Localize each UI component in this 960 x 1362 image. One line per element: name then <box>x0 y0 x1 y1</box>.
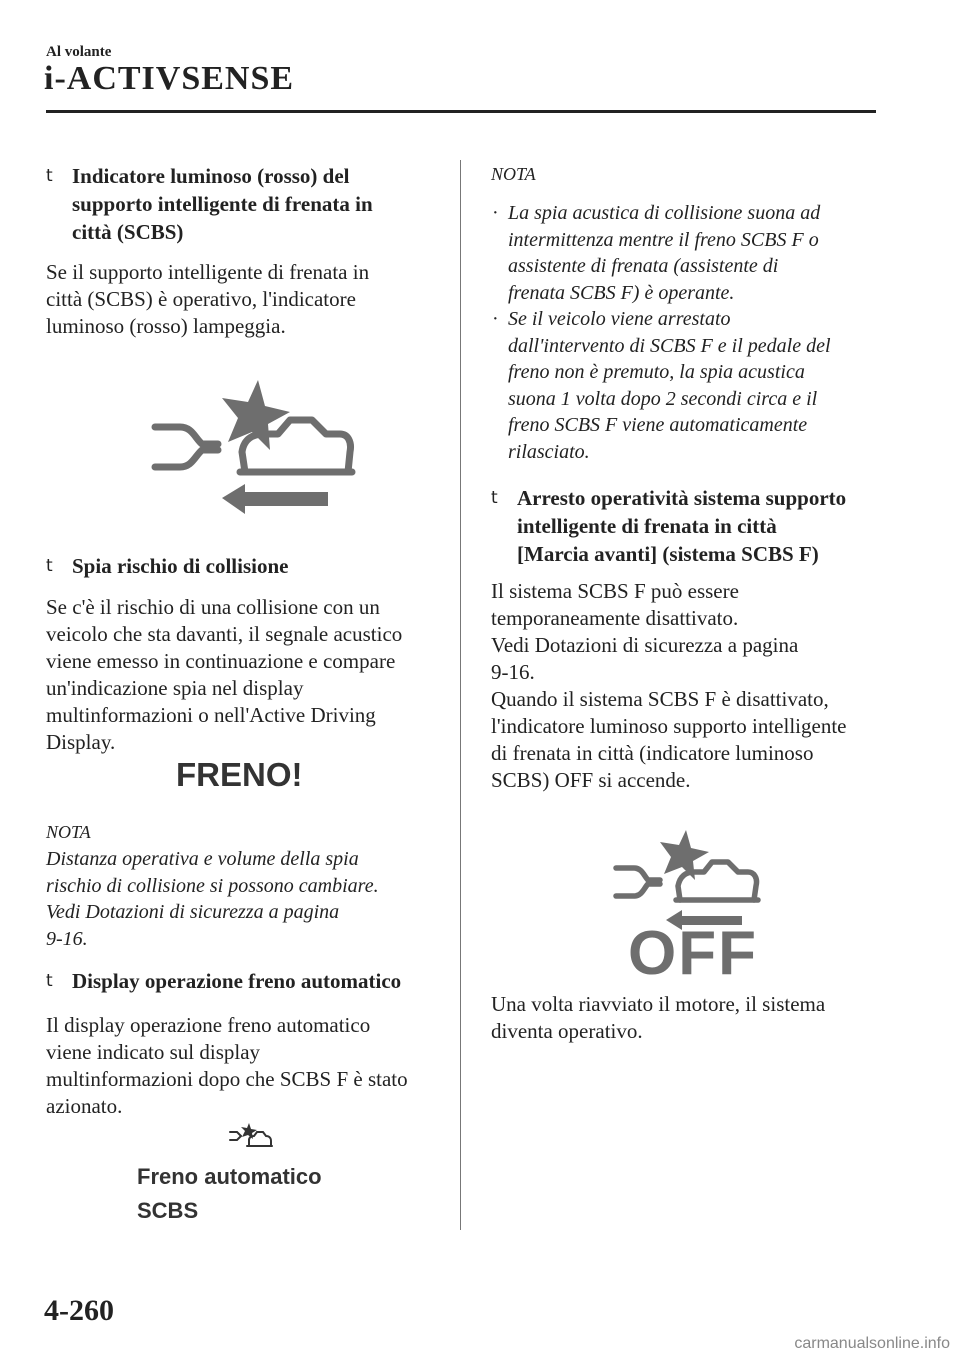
scbs-warning-icon <box>140 372 370 522</box>
column-divider <box>460 160 461 1230</box>
note-label: NOTA <box>46 822 91 842</box>
heading-collision-warning: t Spia rischio di collisione <box>46 554 289 578</box>
paragraph-collision-warning: Se c'è il rischio di una collisione con un veicolo che sta davanti, il segnale acustico viene emesso in continuazione e compare un'indicazione spia nel display multinformazioni o nell'Active Driving Display. <box>46 595 403 754</box>
title-rule <box>46 110 876 113</box>
paragraph-scbs-off: Il sistema SCBS F può essere temporaneamente disattivato. Vedi Dotazioni di sicurezza a pagina 9-16. Quando il sistema SCBS F è disattivato, l'indicatore luminoso supporto intelligente di frenata in città (indicatore luminoso SCBS) OFF si accende. <box>491 579 847 792</box>
heading-scbs-indicator: t Indicatore luminoso (rosso) del supporto intelligente di frenata in città (SCBS) <box>46 164 373 244</box>
paragraph-scbs-indicator: Se il supporto intelligente di frenata in città (SCBS) è operativo, l'indicatore luminoso (rosso) lampeggia. <box>46 260 370 338</box>
heading-scbs-off: t Arresto operatività sistema supporto intelligente di frenata in città [Marcia avanti] (sistema SCBS F) <box>491 486 847 566</box>
paragraph-auto-brake-display: Il display operazione freno automatico viene indicato sul display multinformazioni dopo che SCBS F è stato azionato. <box>46 1013 408 1118</box>
section-label: Al volante <box>46 44 112 60</box>
off-label: OFF <box>628 919 758 988</box>
note-label-right: NOTA <box>491 164 536 184</box>
scbs-small-icon <box>227 1122 273 1150</box>
bullet-mark: t <box>46 166 53 186</box>
watermark: carmanualsonline.info <box>794 1335 950 1352</box>
auto-brake-message: Freno automatico SCBS <box>137 1164 322 1223</box>
scbs-off-icon <box>610 826 770 986</box>
note-bullet: · Se il veicolo viene arrestato dall'intervento di SCBS F e il pedale del freno non è premuto, la spia acustica suona 1 volta dopo 2 secondi circa e il freno SCBS F viene automaticamente rilasciato. <box>492 308 831 463</box>
note-distance: Distanza operativa e volume della spia rischio di collisione si possono cambiare. Vedi Dotazioni di sicurezza a pagina 9-16. <box>46 848 379 950</box>
page-title: i-ACTIVSENSE <box>44 60 295 97</box>
paragraph-restart: Una volta riavviato il motore, il sistema diventa operativo. <box>491 992 826 1043</box>
note-bullet: · La spia acustica di collisione suona ad intermittenza mentre il freno SCBS F o assistente di frenata (assistente di frenata SCBS F) è operante. <box>492 202 821 304</box>
note-collision-sound <box>492 200 831 465</box>
freno-message: FRENO! <box>176 756 303 793</box>
heading-auto-brake-display: t Display operazione freno automatico <box>46 969 402 993</box>
page-number: 4-260 <box>44 1294 114 1327</box>
